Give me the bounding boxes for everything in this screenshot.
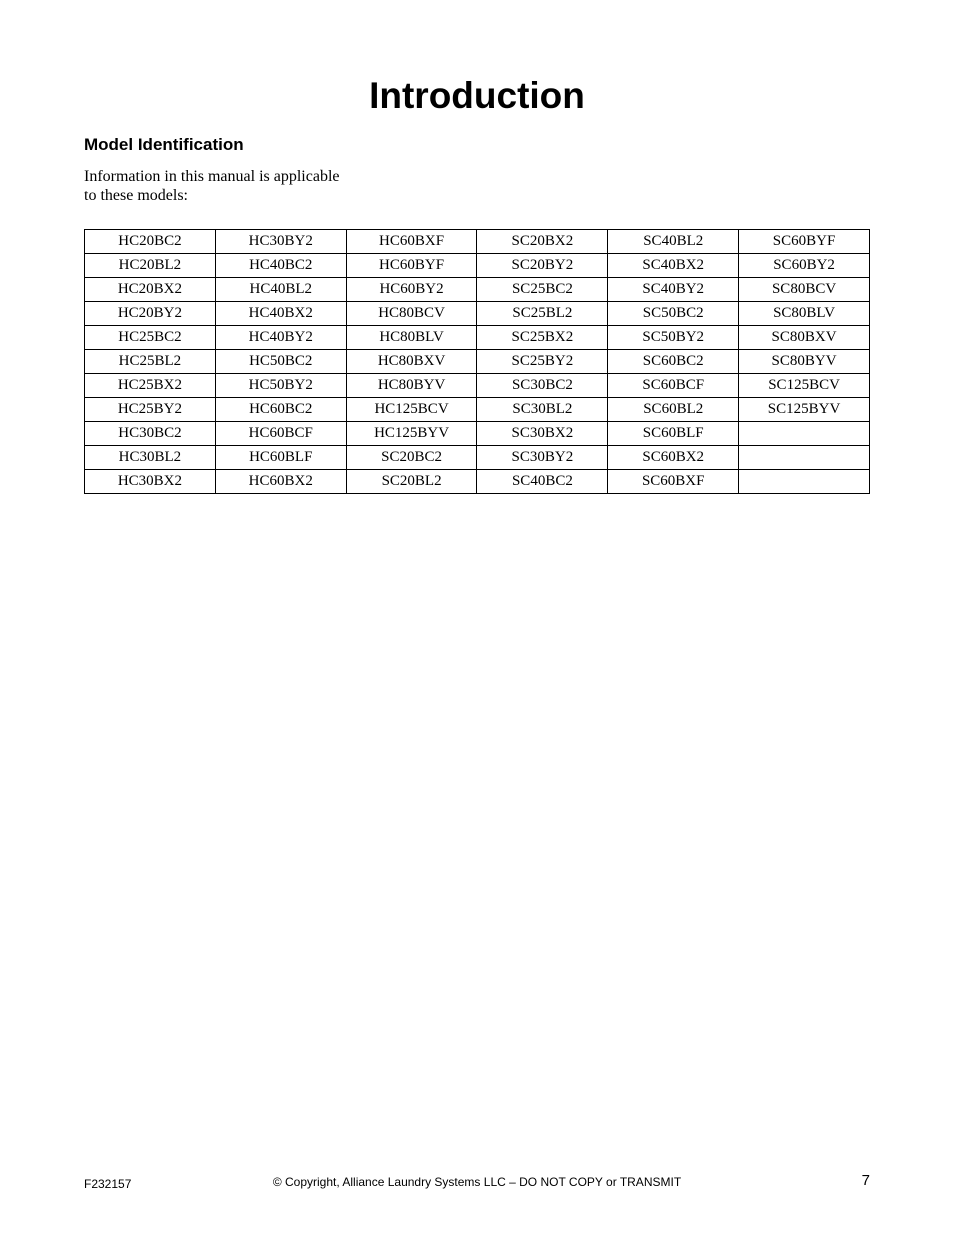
model-cell: HC125BYV — [346, 422, 477, 446]
model-cell: SC40BX2 — [608, 254, 739, 278]
model-cell: HC30BX2 — [85, 470, 216, 494]
model-cell: HC60BLF — [215, 446, 346, 470]
intro-paragraph — [84, 167, 384, 205]
footer-document-number: F232157 — [84, 1177, 132, 1191]
table-row — [85, 278, 870, 302]
table-row — [85, 374, 870, 398]
model-cell — [739, 470, 870, 494]
model-cell: HC25BL2 — [85, 350, 216, 374]
table-row — [85, 446, 870, 470]
model-cell: HC20BC2 — [85, 230, 216, 254]
model-cell: SC40BY2 — [608, 278, 739, 302]
model-cell: SC20BY2 — [477, 254, 608, 278]
model-cell: SC60BX2 — [608, 446, 739, 470]
model-cell: HC60BX2 — [215, 470, 346, 494]
model-cell: HC25BY2 — [85, 398, 216, 422]
model-cell: SC30BL2 — [477, 398, 608, 422]
model-cell: SC30BC2 — [477, 374, 608, 398]
model-cell: SC40BC2 — [477, 470, 608, 494]
model-cell: HC60BC2 — [215, 398, 346, 422]
model-cell: HC30BC2 — [85, 422, 216, 446]
table-row — [85, 326, 870, 350]
model-cell: SC80BYV — [739, 350, 870, 374]
footer-page-number: 7 — [861, 1172, 870, 1189]
model-cell: HC125BCV — [346, 398, 477, 422]
model-cell: HC40BY2 — [215, 326, 346, 350]
model-cell: SC30BX2 — [477, 422, 608, 446]
footer-copyright: © Copyright, Alliance Laundry Systems LLC – DO NOT COPY or TRANSMIT — [272, 1175, 682, 1189]
model-cell: HC20BY2 — [85, 302, 216, 326]
model-cell: HC80BLV — [346, 326, 477, 350]
table-row — [85, 254, 870, 278]
model-cell: SC50BC2 — [608, 302, 739, 326]
table-row — [85, 350, 870, 374]
model-cell: HC30BL2 — [85, 446, 216, 470]
table-row — [85, 398, 870, 422]
model-cell: HC50BC2 — [215, 350, 346, 374]
model-cell: HC60BXF — [346, 230, 477, 254]
model-cell: HC25BX2 — [85, 374, 216, 398]
model-cell: HC20BL2 — [85, 254, 216, 278]
model-cell: SC60BCF — [608, 374, 739, 398]
model-cell: SC20BL2 — [346, 470, 477, 494]
model-cell: HC40BX2 — [215, 302, 346, 326]
intro-line: Information in this manual is applicable — [84, 168, 340, 185]
intro-line: to these models: — [84, 187, 188, 204]
model-cell: HC60BCF — [215, 422, 346, 446]
model-cell: HC25BC2 — [85, 326, 216, 350]
model-cell — [739, 422, 870, 446]
model-cell: HC80BYV — [346, 374, 477, 398]
model-cell: SC80BCV — [739, 278, 870, 302]
model-cell: SC60BXF — [608, 470, 739, 494]
model-cell: SC80BLV — [739, 302, 870, 326]
model-cell: HC80BXV — [346, 350, 477, 374]
table-row — [85, 230, 870, 254]
model-cell: SC60BLF — [608, 422, 739, 446]
model-cell: HC20BX2 — [85, 278, 216, 302]
models-table — [84, 229, 870, 494]
model-cell: SC20BC2 — [346, 446, 477, 470]
model-cell: HC80BCV — [346, 302, 477, 326]
model-cell: HC60BYF — [346, 254, 477, 278]
model-cell: SC80BXV — [739, 326, 870, 350]
model-cell: SC25BX2 — [477, 326, 608, 350]
model-cell: SC60BY2 — [739, 254, 870, 278]
model-cell: SC30BY2 — [477, 446, 608, 470]
model-cell — [739, 446, 870, 470]
table-row — [85, 422, 870, 446]
model-cell: SC60BYF — [739, 230, 870, 254]
model-cell: HC40BC2 — [215, 254, 346, 278]
model-cell: SC25BY2 — [477, 350, 608, 374]
table-row — [85, 470, 870, 494]
model-cell: SC40BL2 — [608, 230, 739, 254]
model-cell: SC25BL2 — [477, 302, 608, 326]
page-title: Introduction — [369, 75, 585, 116]
models-table-body — [85, 230, 870, 494]
model-cell: SC20BX2 — [477, 230, 608, 254]
table-row — [85, 302, 870, 326]
model-cell: HC40BL2 — [215, 278, 346, 302]
model-cell: SC125BCV — [739, 374, 870, 398]
model-cell: SC60BC2 — [608, 350, 739, 374]
model-cell: HC30BY2 — [215, 230, 346, 254]
model-cell: HC50BY2 — [215, 374, 346, 398]
model-cell: HC60BY2 — [346, 278, 477, 302]
model-cell: SC125BYV — [739, 398, 870, 422]
model-cell: SC50BY2 — [608, 326, 739, 350]
model-cell: SC25BC2 — [477, 278, 608, 302]
section-heading: Model Identification — [84, 135, 244, 154]
model-cell: SC60BL2 — [608, 398, 739, 422]
